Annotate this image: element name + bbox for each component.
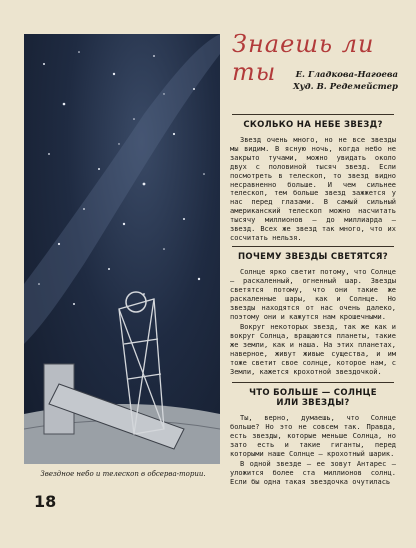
section-paragraph: В одной звезде — ее зовут Антарес — уложится более ста миллионов солнц. Если бы одна такая звездочка очутилась xyxy=(230,460,396,486)
section-title-how-many-stars: СКОЛЬКО НА НЕБЕ ЗВЕЗД? xyxy=(243,120,383,130)
night-sky-telescope-illustration xyxy=(24,34,220,464)
section-paragraph: Звезд очень много, но не все звезды мы видим. В ясную ночь, когда небо не закрыто тучами, можно увидать около двух с половиной тысяч звезд. Если посмотреть в телескоп, то звезд видно несравненно больше. И чем сильнее телескоп, тем больше звезд зажжется у нас перед глазами. В самый сильный американский телескоп можно насчитать тысячу миллионов — до миллиарда — звезд. Всех же звезд так много, что их сосчитать нельзя. xyxy=(230,136,396,242)
illustration-caption: Звездное небо и телескоп в обсерва-тории. xyxy=(40,470,206,478)
section-divider xyxy=(232,246,394,247)
section-paragraph: Солнце ярко светит потому, что Солнце — раскаленный, огненный шар. Звезды светятся потому, что они такие же раскаленные шары, как и Солнце. Но звезды находятся от нас очень далеко, поэтому они и кажутся нам крошечными. xyxy=(230,268,396,321)
section-divider xyxy=(232,382,394,383)
section-title-why-stars-shine: ПОЧЕМУ ЗВЕЗДЫ СВЕТЯТСЯ? xyxy=(238,252,388,262)
author-credit: Е. Гладкова-Нагоева xyxy=(295,70,398,80)
section-title-sun-or-stars: ЧТО БОЛЬШЕ — СОЛНЦЕ ИЛИ ЗВЕЗДЫ? xyxy=(249,388,377,408)
telescope-drawing xyxy=(24,34,220,464)
page-number: 18 xyxy=(34,492,57,511)
section-paragraph: Ты, верно, думаешь, что Солнце больше? Но это не совсем так. Правда, есть звезды, которые меньше Солнца, но зато есть и такие гиганты, перед которыми наше Солнце — крохотный шарик. xyxy=(230,414,396,458)
section-paragraph: Вокруг некоторых звезд, так же как и вокруг Солнца, вращаются планеты, такие же земли, как и наша. На этих планетах, наверное, живут живые существа, и им тоже светит свое солнце, которое нам, с Земли, кажется крохотной звездочкой. xyxy=(230,323,396,376)
rubric-title: Знаешь ли ты xyxy=(232,30,375,86)
artist-credit: Худ. В. Редемейстер xyxy=(293,82,398,92)
section-divider xyxy=(232,114,394,115)
